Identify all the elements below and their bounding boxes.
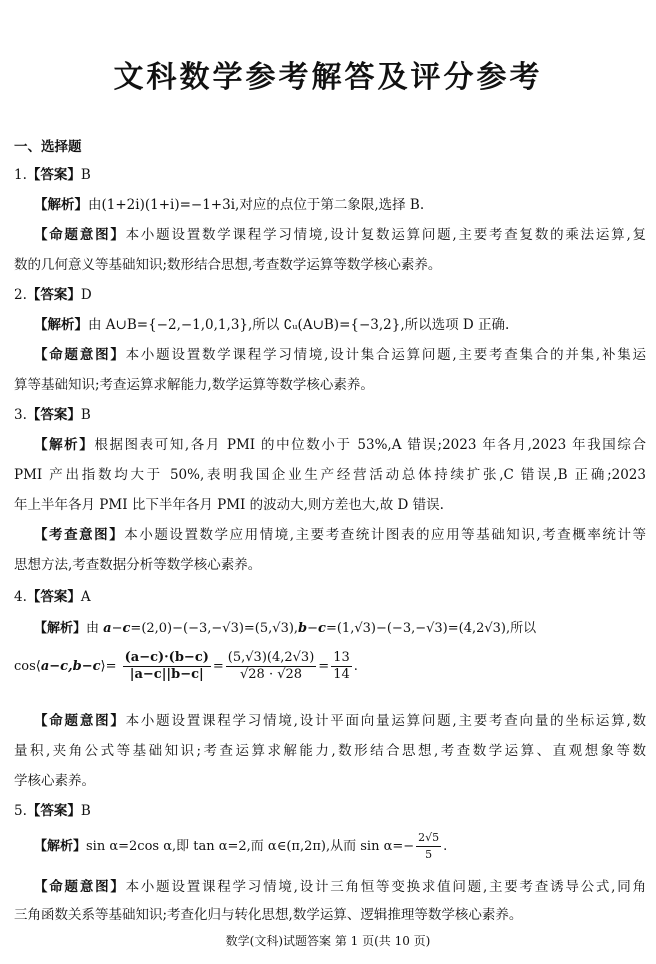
q3-analysis-line1: 【解析】根据图表可知,各月 PMI 的中位数小于 53%,A 错误;2023 年各月,2023 年我国综合 (34, 437, 646, 453)
check-tag: 【考查意图】 (34, 527, 125, 543)
q4-formula: cos⟨a−c,b−c⟩= $\frac{(a-c)\cdot(b-c)}{|a-c||b-c|}$ = $\frac{(5,√3)(4,2√3)}{√28 \cdot √28}$ = $\frac{13}{14}$ . (14, 650, 358, 682)
q5-intent-line2: 三角函数关系等基础知识;考查化归与转化思想,数学运算、逻辑推理等数学核心素养。 (14, 907, 523, 923)
q4-intent-line2: 量积,夹角公式等基础知识;考查运算求解能力,数形结合思想,考查数学运算、直观想象等数 (14, 743, 646, 759)
q4-answer-line (14, 588, 91, 606)
q5-number: 5. (14, 803, 27, 819)
q2-number: 2. (14, 287, 27, 303)
q2-answer-line (14, 286, 92, 304)
q2-intent-line2: 算等基础知识;考查运算求解能力,数学运算等数学核心素养。 (14, 377, 374, 393)
answer-tag: 【答案】 (26, 167, 81, 183)
intent-tag: 【命题意图】 (34, 227, 126, 243)
analysis-tag: 【解析】 (34, 437, 95, 453)
q5-analysis: 【解析】sin α=2cos α,即 tan α=2,而 α∈(π,2π),从而 sin α=− $\frac{2√5}{5}$ . (34, 831, 448, 861)
q1-number: 1. (14, 167, 27, 183)
q4-analysis-line1: 【解析】由 a−c=(2,0)−(−3,−√3)=(5,√3),b−c=(1,√3)−(−3,−√3)=(4,2√3),所以 (34, 621, 537, 636)
q3-check-line2: 思想方法,考查数据分析等数学核心素养。 (14, 557, 262, 573)
q5-intent-line1: 【命题意图】本小题设置课程学习情境,设计三角恒等变换求值问题,主要考查诱导公式,同角 (34, 879, 647, 895)
intent-tag: 【命题意图】 (34, 347, 126, 363)
answer-tag: 【答案】 (26, 589, 81, 605)
q3-answer-line (14, 406, 91, 424)
intent-tag: 【命题意图】 (34, 879, 126, 895)
q5-answer: B (80, 803, 91, 819)
q5-answer-line (14, 802, 91, 820)
q4-fraction-3: $\frac{13}{14}$ (333, 650, 350, 682)
q4-intent-line3: 学核心素养。 (14, 773, 95, 789)
q1-intent-line2: 数的几何意义等基础知识;数形结合思想,考查数学运算等数学核心素养。 (14, 257, 442, 273)
section-heading: 一、选择题 (14, 139, 82, 155)
analysis-tag: 【解析】 (34, 621, 87, 636)
q1-analysis: 【解析】由(1+2i)(1+i)=−1+3i,对应的点位于第二象限,选择 B. (34, 197, 425, 213)
page-footer: 数学(文科)试题答案 第 1 页(共 10 页) (225, 934, 431, 948)
answer-tag: 【答案】 (26, 287, 81, 303)
q1-answer-line (14, 166, 91, 184)
q3-analysis-line2: PMI 产出指数均大于 50%,表明我国企业生产经营活动总体持续扩张,C 错误,B 正确;2023 (14, 467, 646, 483)
q2-answer: D (80, 287, 92, 303)
q4-fraction-1: $\frac{(a-c)\cdot(b-c)}{|a-c||b-c|}$ (124, 650, 209, 682)
q4-answer: A (80, 589, 91, 605)
q5-fraction: $\frac{2√5}{5}$ (418, 831, 440, 861)
page-title: 文科数学参考解答及评分参考 (113, 60, 543, 95)
answer-tag: 【答案】 (26, 407, 81, 423)
analysis-tag: 【解析】 (34, 839, 87, 854)
answer-tag: 【答案】 (26, 803, 81, 819)
intent-tag: 【命题意图】 (34, 713, 126, 729)
q3-number: 3. (14, 407, 27, 423)
q3-analysis-line3: 年上半年各月 PMI 比下半年各月 PMI 的波动大,则方差也大,故 D 错误. (14, 497, 444, 513)
analysis-tag: 【解析】 (34, 197, 88, 213)
q2-intent-line1: 【命题意图】本小题设置数学课程学习情境,设计集合运算问题,主要考查集合的并集,补集运 (34, 347, 647, 363)
q4-fraction-2: $\frac{(5,√3)(4,2√3)}{√28 \cdot √28}$ (227, 650, 315, 682)
q1-intent-line1: 【命题意图】本小题设置数学课程学习情境,设计复数运算问题,主要考查复数的乘法运算,复 (34, 227, 647, 243)
q4-number: 4. (14, 589, 27, 605)
q2-analysis: 【解析】由 A∪B={−2,−1,0,1,3},所以 ∁ᵤ(A∪B)={−3,2},所以选项 D 正确. (34, 317, 510, 333)
q3-answer: B (80, 407, 91, 423)
q4-intent-line1: 【命题意图】本小题设置课程学习情境,设计平面向量运算问题,主要考查向量的坐标运算,数 (34, 713, 647, 729)
analysis-tag: 【解析】 (34, 317, 88, 333)
q3-check-line1: 【考查意图】本小题设置数学应用情境,主要考查统计图表的应用等基础知识,考查概率统计等 (34, 527, 646, 543)
q1-answer: B (80, 167, 91, 183)
